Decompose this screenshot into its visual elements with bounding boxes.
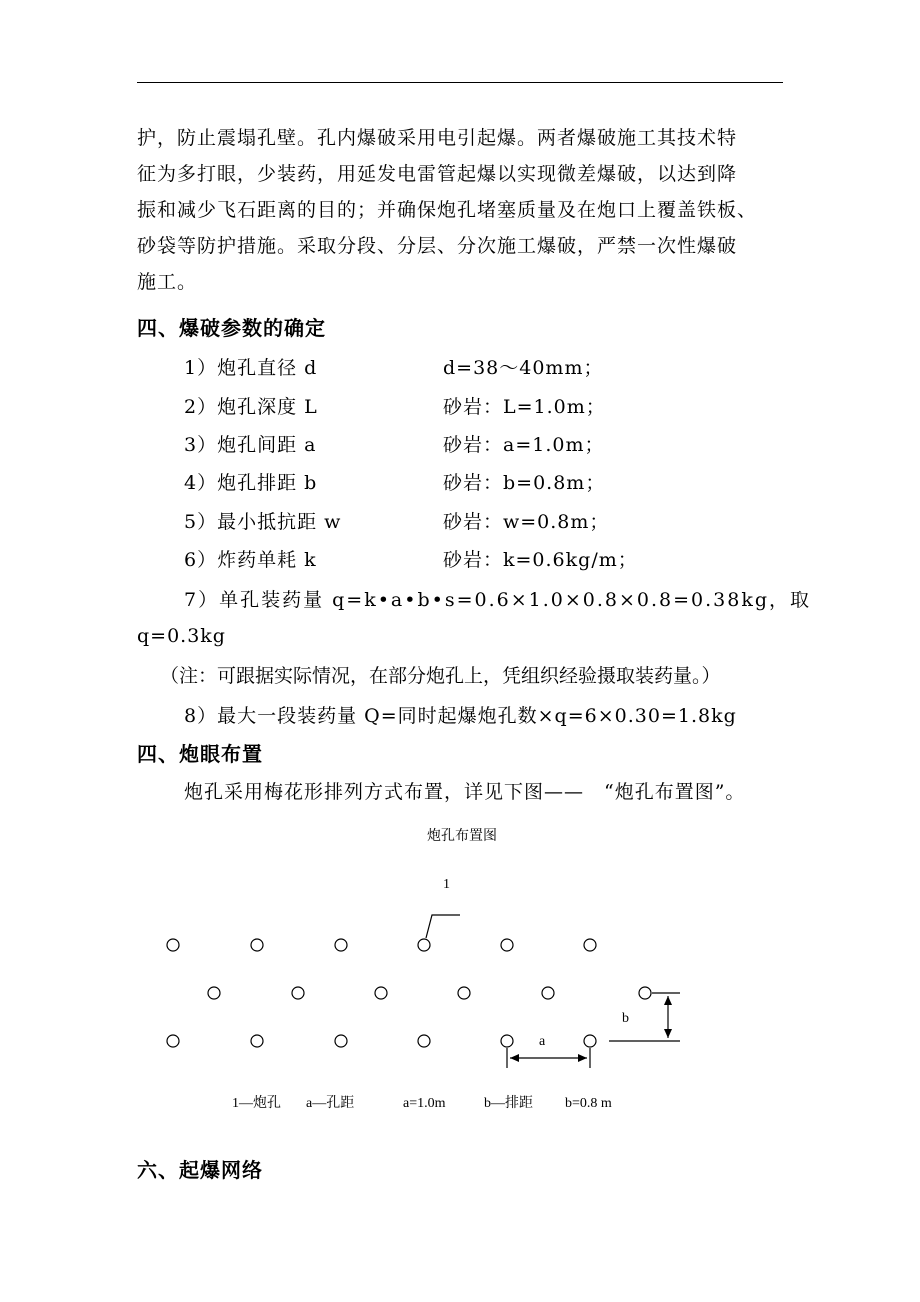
note-line: （注：可跟据实际情况，在部分炮孔上，凭组织经验摄取装药量。） [160,665,721,687]
legend-spacing-value: a=1.0m [403,1096,446,1111]
legend-row-spacing-value: b=0.8 m [565,1096,612,1111]
blast-hole [251,939,263,951]
paragraph-line-2: 征为多打眼，少装药，用延发电雷管起爆以实现微差爆破，以达到降 [137,163,738,185]
blast-hole [501,1035,513,1047]
charge-line-2: q=0.3kg [137,625,226,647]
blast-hole [167,939,179,951]
blast-hole [584,1035,596,1047]
blast-hole [251,1035,263,1047]
blast-hole [501,939,513,951]
param-label: 5）最小抵抗距 w [184,511,342,533]
section-title-detonation-network: 六、起爆网络 [137,1158,263,1182]
param-value: 砂岩：w=0.8m； [443,511,610,533]
param-label: 2）炮孔深度 L [184,396,318,418]
paragraph-line-4: 砂袋等防护措施。采取分段、分层、分次施工爆破，严禁一次性爆破 [137,235,738,257]
blast-hole [292,987,304,999]
param-value: 砂岩：b=0.8m； [443,472,606,494]
blast-hole [639,987,651,999]
arrow-left [510,1054,519,1062]
section-title-blast-params: 四、爆破参数的确定 [137,316,326,340]
max-charge-line: 8）最大一段装药量 Q=同时起爆炮孔数×q=6×0.30=1.8kg [184,705,737,727]
charge-line-1: 7）单孔装药量 q=k•a•b•s=0.6×1.0×0.8×0.8=0.38kg，取 [184,589,812,611]
label-1: 1 [443,877,450,892]
paragraph-line-3: 振和减少飞石距离的目的；并确保炮孔堵塞质量及在炮口上覆盖铁板、 [137,199,758,221]
paragraph-line-1: 护，防止震塌孔壁。孔内爆破采用电引起爆。两者爆破施工其技术特 [137,127,738,149]
arrow-right [578,1054,587,1062]
legend-hole: 1—炮孔 [232,1096,281,1111]
blast-hole [418,939,430,951]
param-value: 砂岩：a=1.0m； [443,434,605,456]
param-value: 砂岩：k=0.6kg/m； [443,549,638,571]
blast-hole [584,939,596,951]
legend-row-spacing: b—排距 [484,1096,533,1111]
diagram-title: 炮孔布置图 [427,829,497,844]
param-label: 3）炮孔间距 a [184,434,317,456]
paragraph-line-5: 施工。 [137,271,198,293]
blast-hole [418,1035,430,1047]
param-label: 1）炮孔直径 d [184,357,318,379]
label-b: b [622,1011,629,1026]
param-label: 6）炸药单耗 k [184,549,317,571]
arrow-up [664,996,672,1005]
blast-hole [208,987,220,999]
blast-hole [375,987,387,999]
hole-label-leader [426,915,460,938]
param-value: d=38～40mm； [443,357,604,379]
legend-spacing: a—孔距 [306,1096,355,1111]
blast-hole [335,1035,347,1047]
section-title-hole-layout: 四、炮眼布置 [137,742,263,766]
blast-hole [167,1035,179,1047]
label-a: a [539,1034,546,1049]
layout-description: 炮孔采用梅花形排列方式布置，详见下图—— “炮孔布置图”。 [184,781,746,803]
param-value: 砂岩：L=1.0m； [443,396,606,418]
blast-hole [542,987,554,999]
blast-hole [458,987,470,999]
blast-hole [335,939,347,951]
param-label: 4）炮孔排距 b [184,472,318,494]
arrow-down [664,1029,672,1038]
